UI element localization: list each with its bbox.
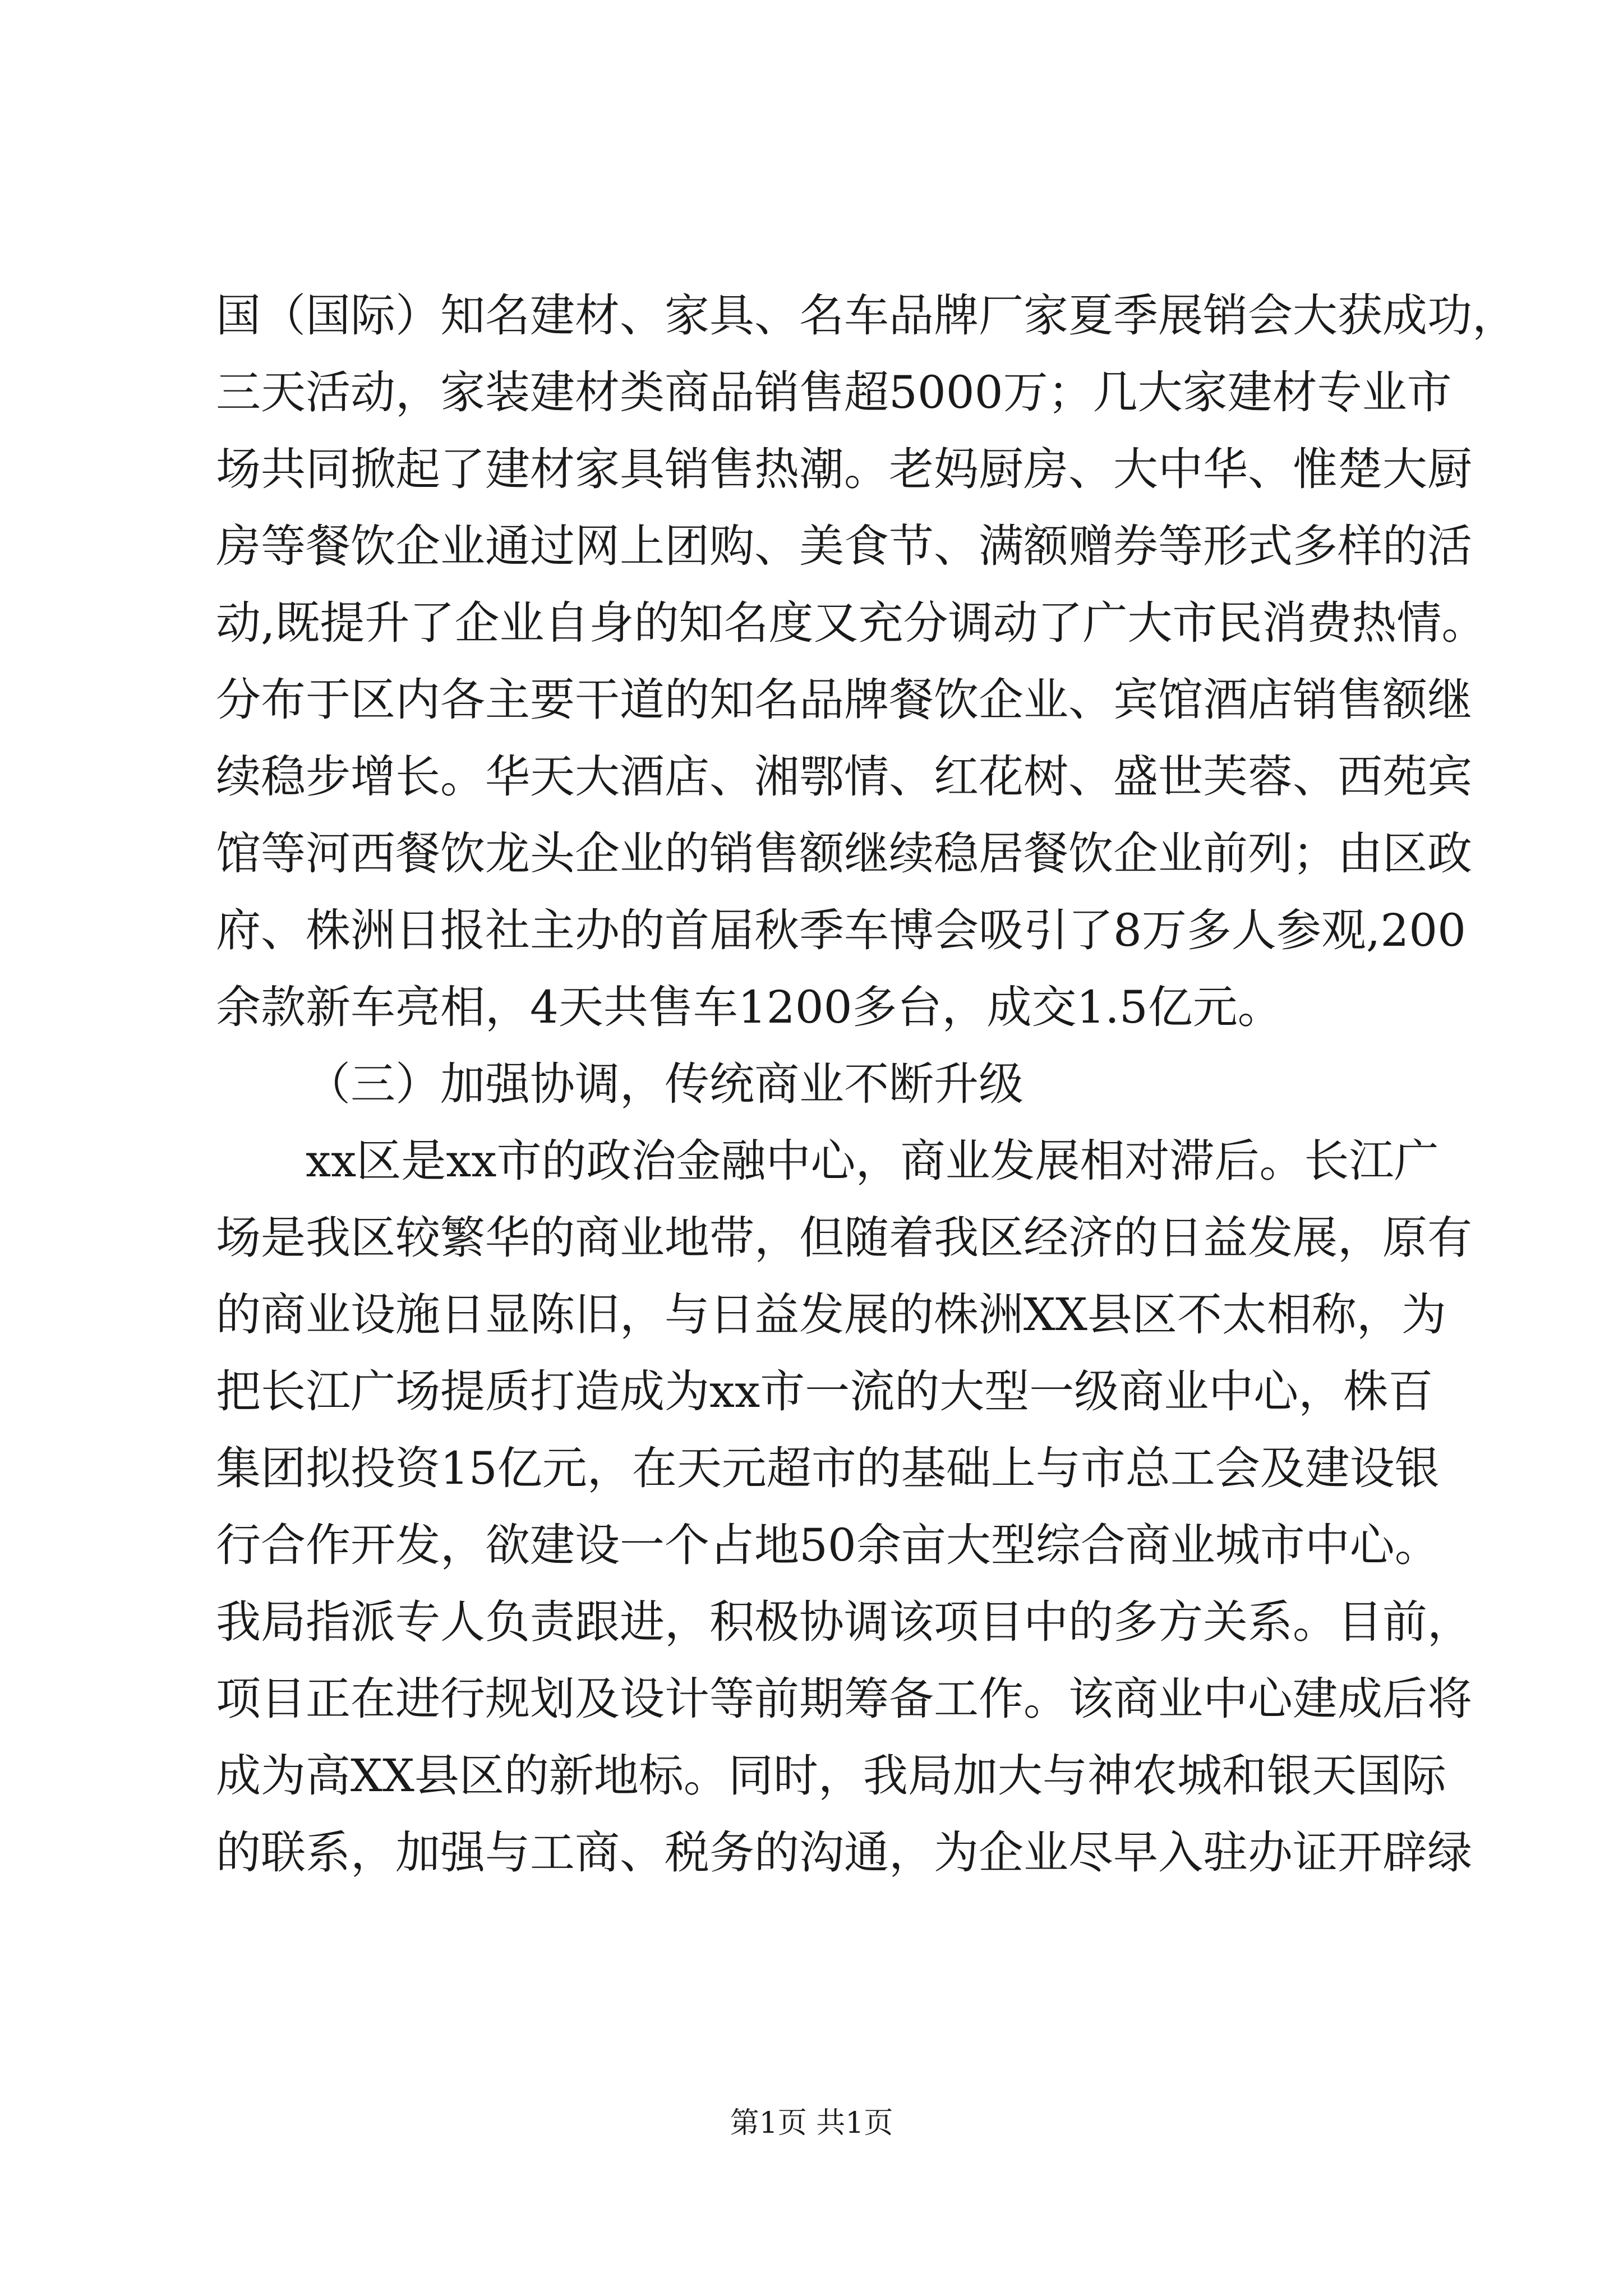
body-text-line: 项目正在进行规划及设计等前期筹备工作。该商业中心建成后将 <box>216 1673 1472 1725</box>
body-text-line: 的联系，加强与工商、税务的沟通，为企业尽早入驻办证开辟绿 <box>216 1826 1472 1879</box>
body-text-line: 的商业设施日显陈旧，与日益发展的株洲XX县区不太相称，为 <box>216 1289 1446 1341</box>
body-text-line: 场共同掀起了建材家具销售热潮。老妈厨房、大中华、惟楚大厨 <box>216 443 1472 495</box>
body-text-line: 府、株洲日报社主办的首届秋季车博会吸引了8万多人参观,200 <box>216 904 1467 956</box>
body-text-line: 续稳步增长。华天大酒店、湘鄂情、红花树、盛世芙蓉、西苑宾 <box>216 751 1472 803</box>
body-text-line: 馆等河西餐饮龙头企业的销售额继续稳居餐饮企业前列；由区政 <box>216 827 1472 880</box>
body-text-line: 成为高XX县区的新地标。同时，我局加大与神农城和银天国际 <box>216 1750 1446 1802</box>
body-text-line: 三天活动，家装建材类商品销售超5000万；几大家建材专业市 <box>216 366 1452 418</box>
section-heading: （三）加强协调，传统商业不断升级 <box>306 1058 1023 1110</box>
body-text-line: 房等餐饮企业通过网上团购、美食节、满额赠券等形式多样的活 <box>216 520 1472 572</box>
body-text-line: 行合作开发，欲建设一个占地50余亩大型综合商业城市中心。 <box>216 1519 1440 1571</box>
body-text-line: 国（国际）知名建材、家具、名车品牌厂家夏季展销会大获成功， <box>216 289 1517 342</box>
body-text-line: 余款新车亮相，4天共售车1200多台，成交1.5亿元。 <box>216 981 1283 1033</box>
body-text-line: 把长江广场提质打造成为xx市一流的大型一级商业中心，株百 <box>216 1365 1433 1418</box>
body-text-line: 场是我区较繁华的商业地带，但随着我区经济的日益发展，原有 <box>216 1212 1472 1264</box>
body-text-line: 我局指派专人负责跟进，积极协调该项目中的多方关系。目前， <box>216 1596 1472 1648</box>
body-text-line: 动,既提升了企业自身的知名度又充分调动了广大市民消费热情。 <box>216 597 1487 649</box>
page-number-footer: 第1页 共1页 <box>730 2106 893 2140</box>
body-text-line: xx区是xx市的政治金融中心，商业发展相对滞后。长江广 <box>306 1135 1439 1187</box>
body-text-line: 集团拟投资15亿元，在天元超市的基础上与市总工会及建设银 <box>216 1442 1440 1494</box>
body-text-line: 分布于区内各主要干道的知名品牌餐饮企业、宾馆酒店销售额继 <box>216 674 1472 726</box>
